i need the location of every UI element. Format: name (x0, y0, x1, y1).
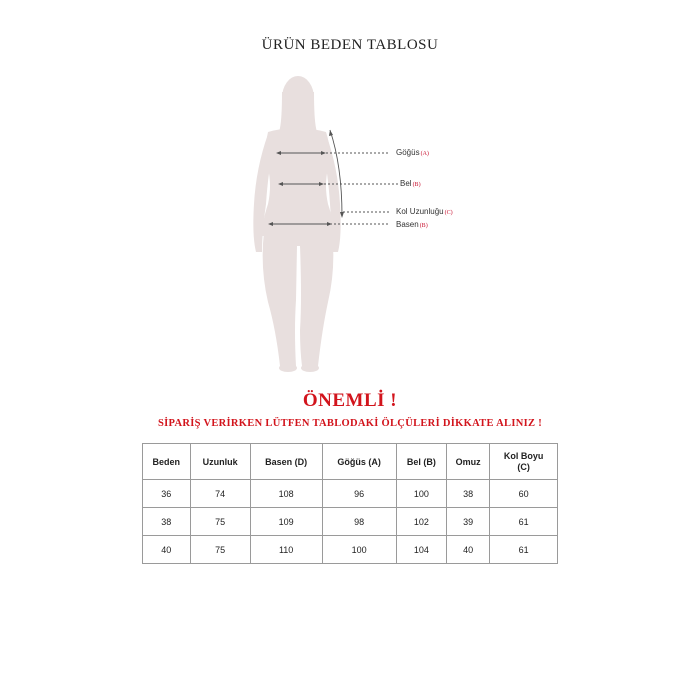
table-cell: 102 (396, 508, 446, 536)
table-cell: 39 (446, 508, 489, 536)
measurement-label-chest (396, 148, 429, 157)
table-cell: 36 (143, 480, 191, 508)
table-cell: 75 (190, 536, 250, 564)
measurement-label-hip (396, 220, 428, 229)
order-notice: SİPARİŞ VERİRKEN LÜTFEN TABLODAKİ ÖLÇÜLERİ DİKKATE ALINIZ ! (157, 418, 542, 429)
table-cell: 108 (250, 480, 322, 508)
table-cell: 38 (446, 480, 489, 508)
measurement-code: (C) (444, 210, 453, 216)
table-cell: 40 (143, 536, 191, 564)
table-row (143, 536, 558, 564)
page-title: ÜRÜN BEDEN TABLOSU (261, 37, 439, 53)
table-cell: 38 (143, 508, 191, 536)
table-cell: 61 (490, 508, 558, 536)
measurement-code: (B) (419, 223, 428, 229)
measurement-label-sleeve (396, 207, 453, 216)
measurement-code: (A) (420, 151, 429, 157)
table-cell: 60 (490, 480, 558, 508)
table-cell: 100 (322, 536, 396, 564)
table-cell: 74 (190, 480, 250, 508)
column-header: Kol Boyu (C) (490, 444, 558, 480)
table-cell: 110 (250, 536, 322, 564)
table-cell: 75 (190, 508, 250, 536)
measurement-label-waist (400, 179, 421, 188)
table-cell: 104 (396, 536, 446, 564)
column-header: Basen (D) (250, 444, 322, 480)
column-header: Omuz (446, 444, 489, 480)
table-row (143, 480, 558, 508)
table-cell: 109 (250, 508, 322, 536)
column-header: Göğüs (A) (322, 444, 396, 480)
table-cell: 96 (322, 480, 396, 508)
column-header: Uzunluk (190, 444, 250, 480)
measurement-code: (B) (412, 182, 421, 188)
table-cell: 98 (322, 508, 396, 536)
table-header-row (143, 444, 558, 480)
measurement-label-text: Göğüs (396, 148, 420, 157)
table-cell: 100 (396, 480, 446, 508)
table-cell: 61 (490, 536, 558, 564)
important-heading: ÖNEMLİ ! (302, 390, 398, 411)
measurement-label-text: Basen (396, 220, 419, 229)
table-row (143, 508, 558, 536)
table-cell: 40 (446, 536, 489, 564)
measurement-label-text: Bel (400, 179, 412, 188)
size-table (142, 443, 558, 564)
measurement-label-text: Kol Uzunluğu (396, 207, 444, 216)
column-header: Beden (143, 444, 191, 480)
column-header: Bel (B) (396, 444, 446, 480)
